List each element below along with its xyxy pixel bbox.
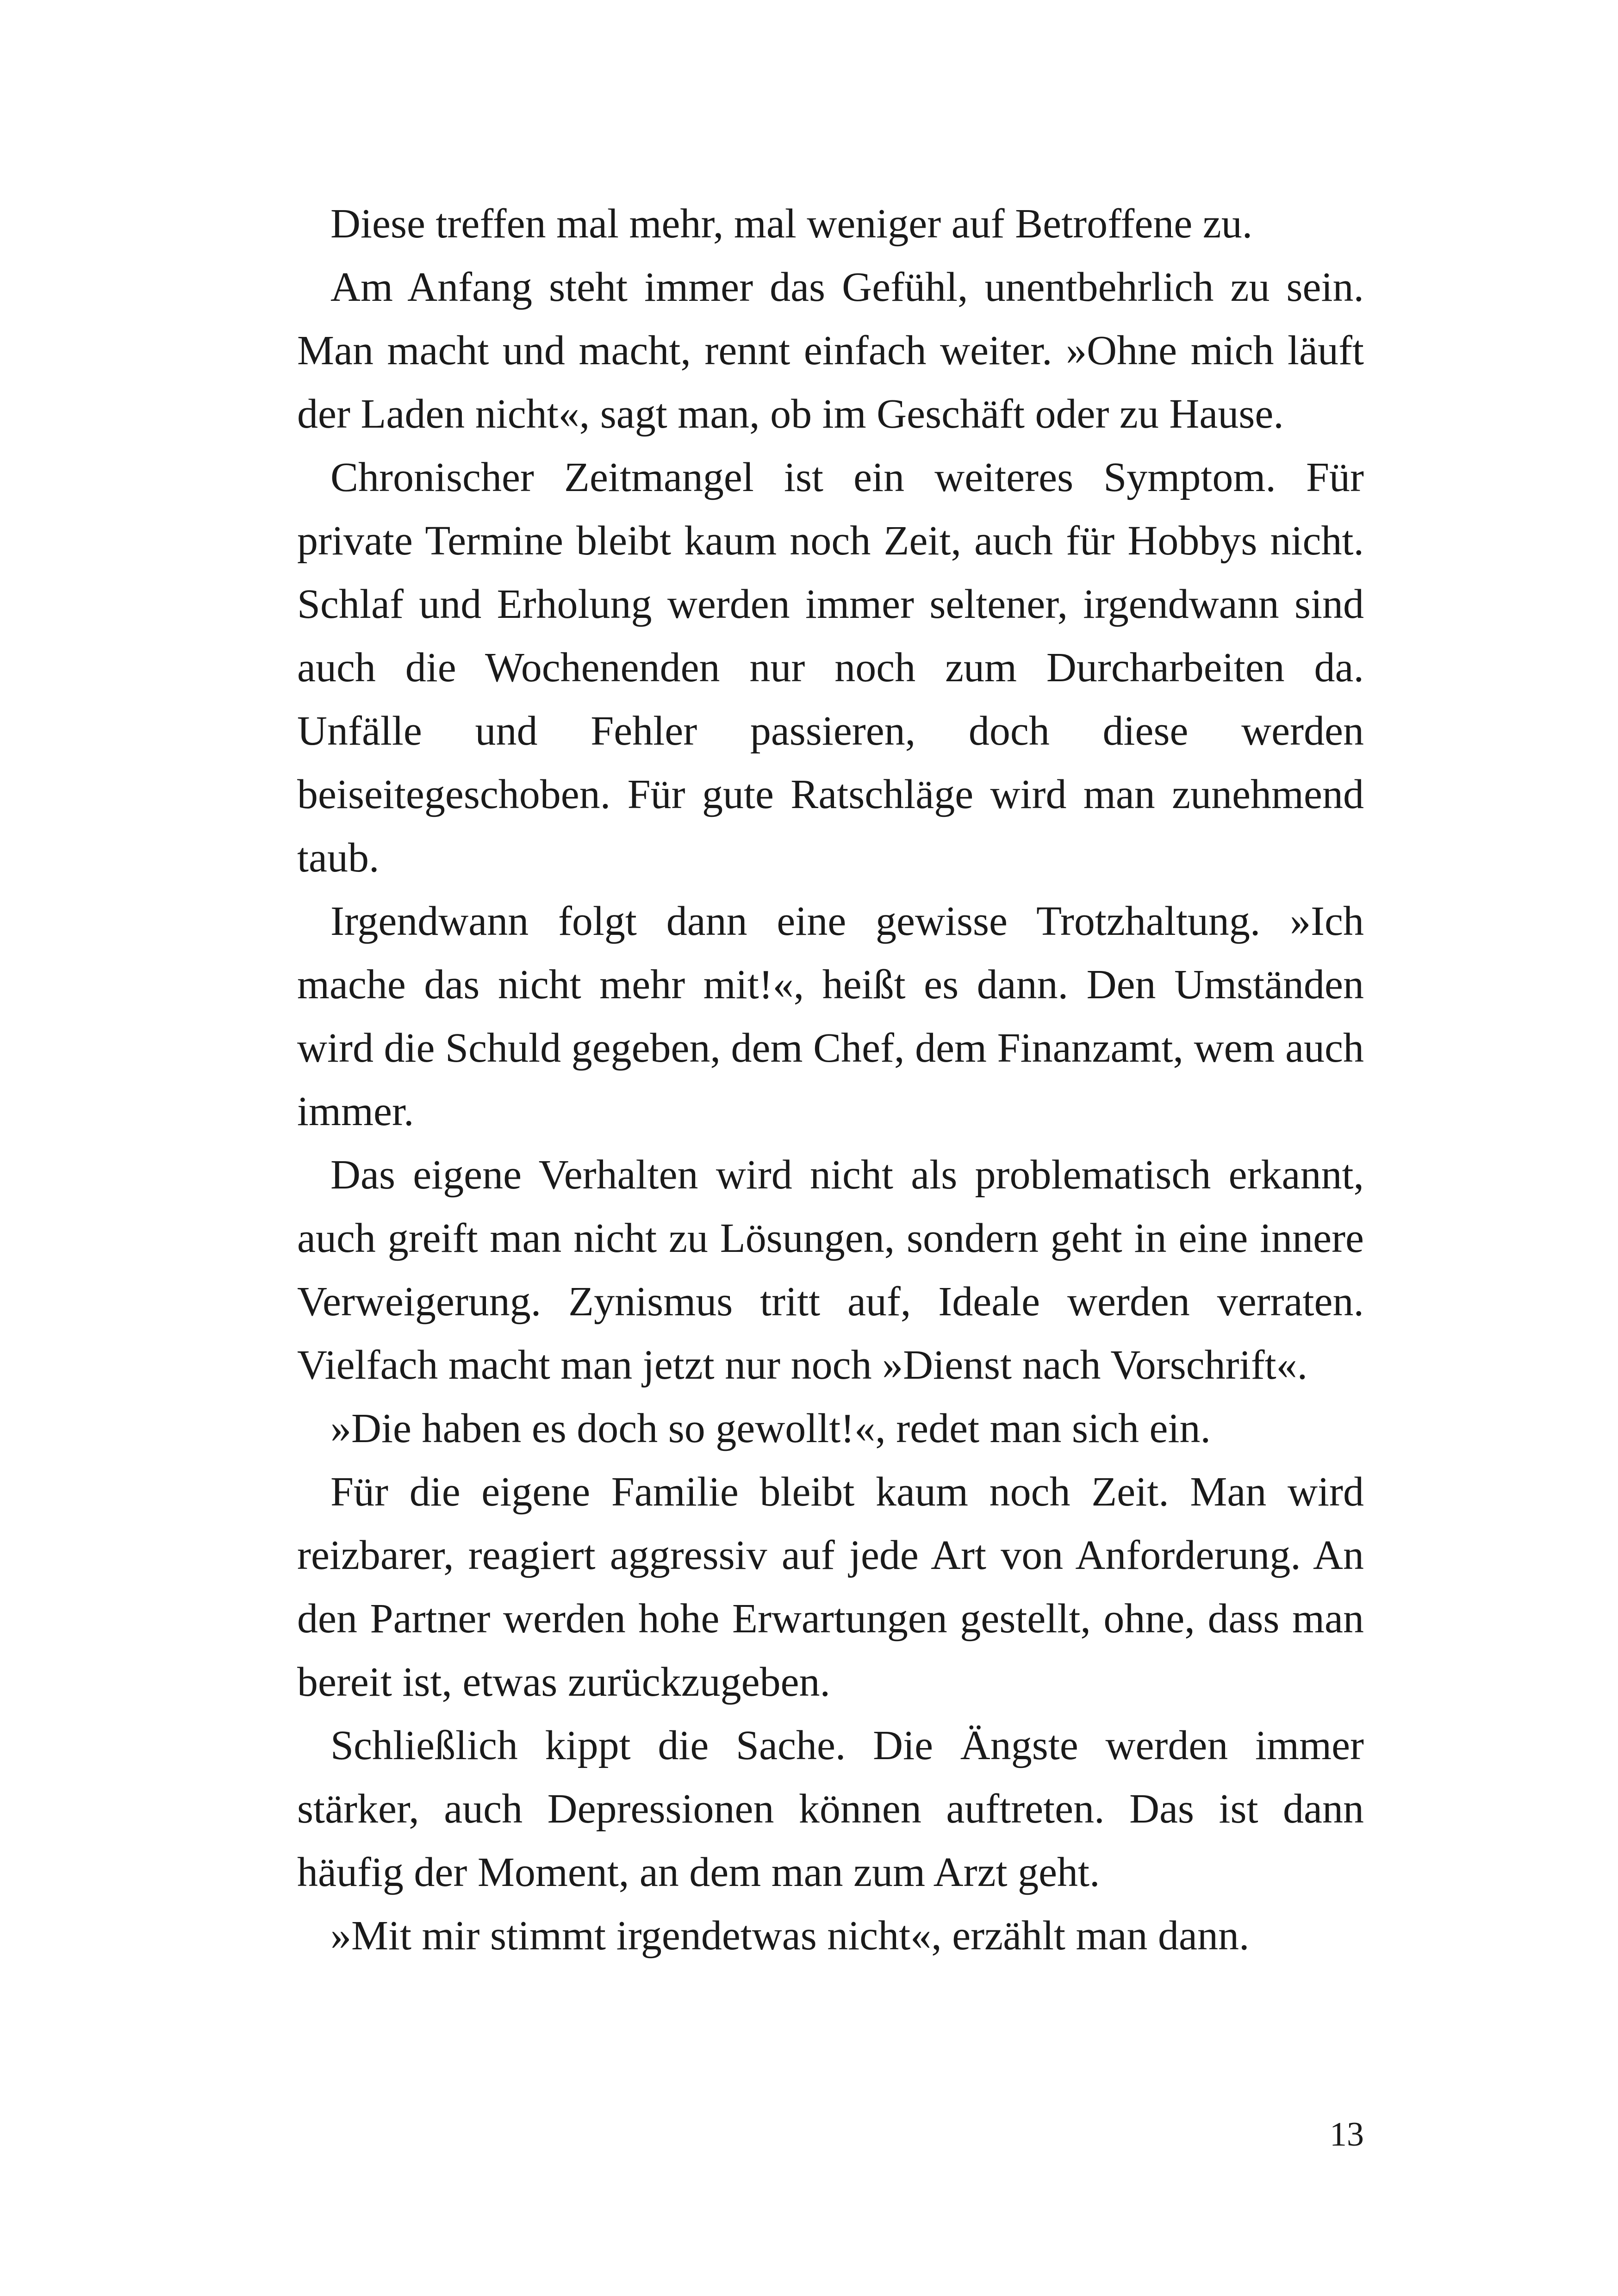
paragraph: »Die haben es doch so gewollt!«, redet man sich ein.	[330, 1406, 1211, 1451]
paragraph: Chronischer Zeitmangel ist ein weiteres Symptom. Für private Termine bleibt kaum noch Zeit, auch für Hobbys nicht. Schlaf und Erholung werden immer seltener, irgendwann sind auch die Wochenenden nur noch zum Durcharbeiten da. Unfälle und Fehler passieren, doch diese werden beiseitegeschoben. Für gute Ratschläge wird man zunehmend taub.	[297, 454, 1364, 881]
paragraph: Schließlich kippt die Sache. Die Ängste werden immer stärker, auch Depressionen können auftreten. Das ist dann häufig der Moment, an dem man zum Arzt geht.	[297, 1723, 1364, 1895]
paragraph: Das eigene Verhalten wird nicht als problematisch erkannt, auch greift man nicht zu Lösungen, sondern geht in eine innere Verweigerung. Zynismus tritt auf, Ideale werden verraten. Vielfach macht man jetzt nur noch »Dienst nach Vorschrift«.	[297, 1152, 1364, 1388]
paragraph: Am Anfang steht immer das Gefühl, unentbehrlich zu sein. Man macht und macht, rennt einfach weiter. »Ohne mich läuft der Laden nicht«, sagt man, ob im Geschäft oder zu Hause.	[297, 264, 1364, 437]
body-text	[297, 192, 1364, 1967]
paragraph: Irgendwann folgt dann eine gewisse Trotzhaltung. »Ich mache das nicht mehr mit!«, heißt es dann. Den Umständen wird die Schuld gegeben, dem Chef, dem Finanzamt, wem auch immer.	[297, 898, 1364, 1134]
paragraph: Diese treffen mal mehr, mal weniger auf Betroffene zu.	[330, 201, 1253, 247]
page-number: 13	[1330, 2116, 1364, 2153]
paragraph: »Mit mir stimmt irgendetwas nicht«, erzählt man dann.	[330, 1913, 1250, 1959]
paragraph: Für die eigene Familie bleibt kaum noch Zeit. Man wird reizbarer, reagiert aggressiv auf jede Art von Anforderung. An den Partner werden hohe Erwartungen gestellt, ohne, dass man bereit ist, etwas zurückzugeben.	[297, 1469, 1364, 1705]
